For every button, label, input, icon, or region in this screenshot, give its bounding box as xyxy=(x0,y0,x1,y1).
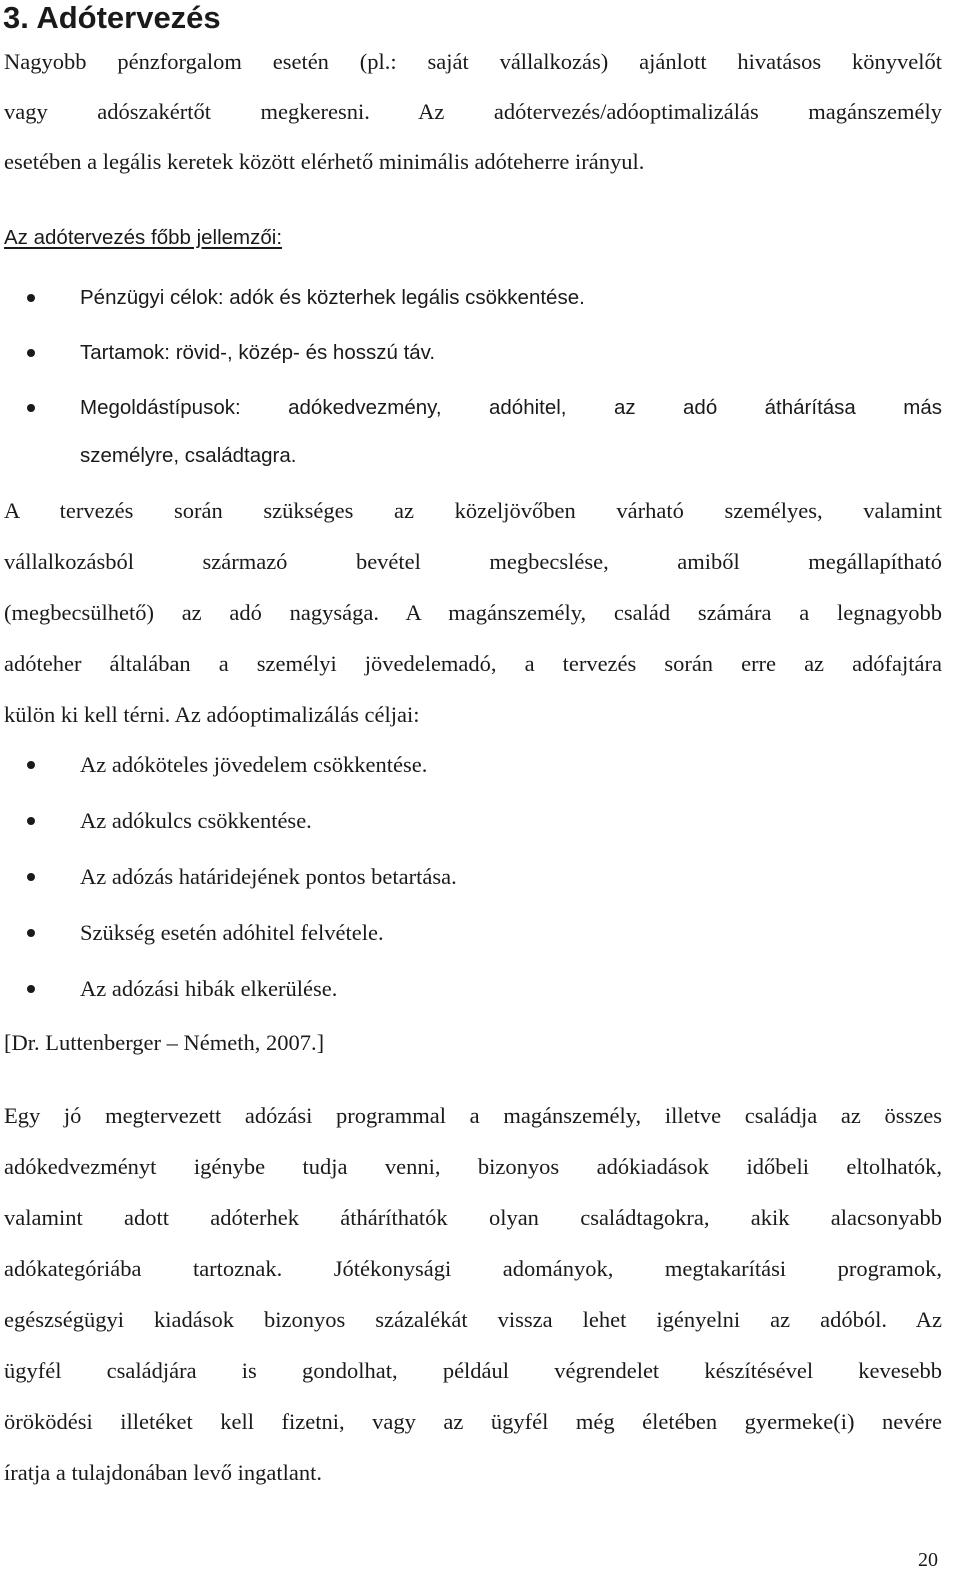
features-title: Az adótervezés főbb jellemzői: xyxy=(4,226,283,249)
planning-line: (megbecsülhető) az adó nagysága. A magánszemély, család számára a legnagyobb xyxy=(4,600,942,625)
program-line: Egy jó megtervezett adózási programmal a magánszemély, illetve családja az összes xyxy=(4,1103,942,1128)
bullet-icon xyxy=(27,817,35,825)
goals-item: Szükség esetén adóhitel felvétele. xyxy=(80,920,384,945)
program-line: adókategóriába tartoznak. Jótékonysági adományok, megtakarítási programok, xyxy=(4,1256,942,1281)
features-item-continuation: személyre, családtagra. xyxy=(80,444,297,467)
goals-item: Az adóköteles jövedelem csökkentése. xyxy=(80,752,428,777)
features-item: Tartamok: rövid-, közép- és hosszú táv. xyxy=(80,341,436,364)
bullet-icon xyxy=(27,404,35,412)
goals-item: Az adózás határidejének pontos betartása. xyxy=(80,864,457,889)
planning-line: vállalkozásból származó bevétel megbecslése, amiből megállapítható xyxy=(4,549,942,574)
section-heading: 3. Adótervezés xyxy=(3,0,221,35)
program-line: egészségügyi kiadások bizonyos százalékát vissza lehet igényelni az adóból. Az xyxy=(4,1307,942,1332)
bullet-icon xyxy=(27,349,35,357)
bullet-icon xyxy=(27,294,35,302)
program-line: öröködési illetéket kell fizetni, vagy az ügyfél még életében gyermeke(i) nevére xyxy=(4,1409,942,1434)
intro-line: Nagyobb pénzforgalom esetén (pl.: saját vállalkozás) ajánlott hivatásos könyvelőt xyxy=(4,49,942,74)
features-item: Pénzügyi célok: adók és közterhek legális csökkentése. xyxy=(80,286,585,309)
planning-line: A tervezés során szükséges az közeljövőben várható személyes, valamint xyxy=(4,498,942,523)
page-number: 20 xyxy=(918,1549,938,1571)
bullet-icon xyxy=(27,985,35,993)
bullet-icon xyxy=(27,929,35,937)
goals-item: Az adókulcs csökkentése. xyxy=(80,808,312,833)
bullet-icon xyxy=(27,873,35,881)
program-line: valamint adott adóterhek átháríthatók olyan családtagokra, akik alacsonyabb xyxy=(4,1205,942,1230)
program-line: ügyfél családjára is gondolhat, például végrendelet készítésével kevesebb xyxy=(4,1358,942,1383)
program-line: adókedvezményt igénybe tudja venni, bizonyos adókiadások időbeli eltolhatók, xyxy=(4,1154,942,1179)
goals-item: Az adózási hibák elkerülése. xyxy=(80,976,338,1001)
intro-line: vagy adószakértőt megkeresni. Az adótervezés/adóoptimalizálás magánszemély xyxy=(4,99,942,124)
features-item: Megoldástípusok: adókedvezmény, adóhitel, az adó áthárítása más xyxy=(80,396,942,419)
citation: [Dr. Luttenberger – Németh, 2007.] xyxy=(4,1030,325,1055)
bullet-icon xyxy=(27,761,35,769)
program-line: íratja a tulajdonában levő ingatlant. xyxy=(4,1460,323,1485)
intro-line: esetében a legális keretek között elérhető minimális adóteherre irányul. xyxy=(4,149,645,174)
planning-line: külön ki kell térni. Az adóoptimalizálás céljai: xyxy=(4,702,420,727)
planning-line: adóteher általában a személyi jövedelemadó, a tervezés során erre az adófajtára xyxy=(4,651,942,676)
